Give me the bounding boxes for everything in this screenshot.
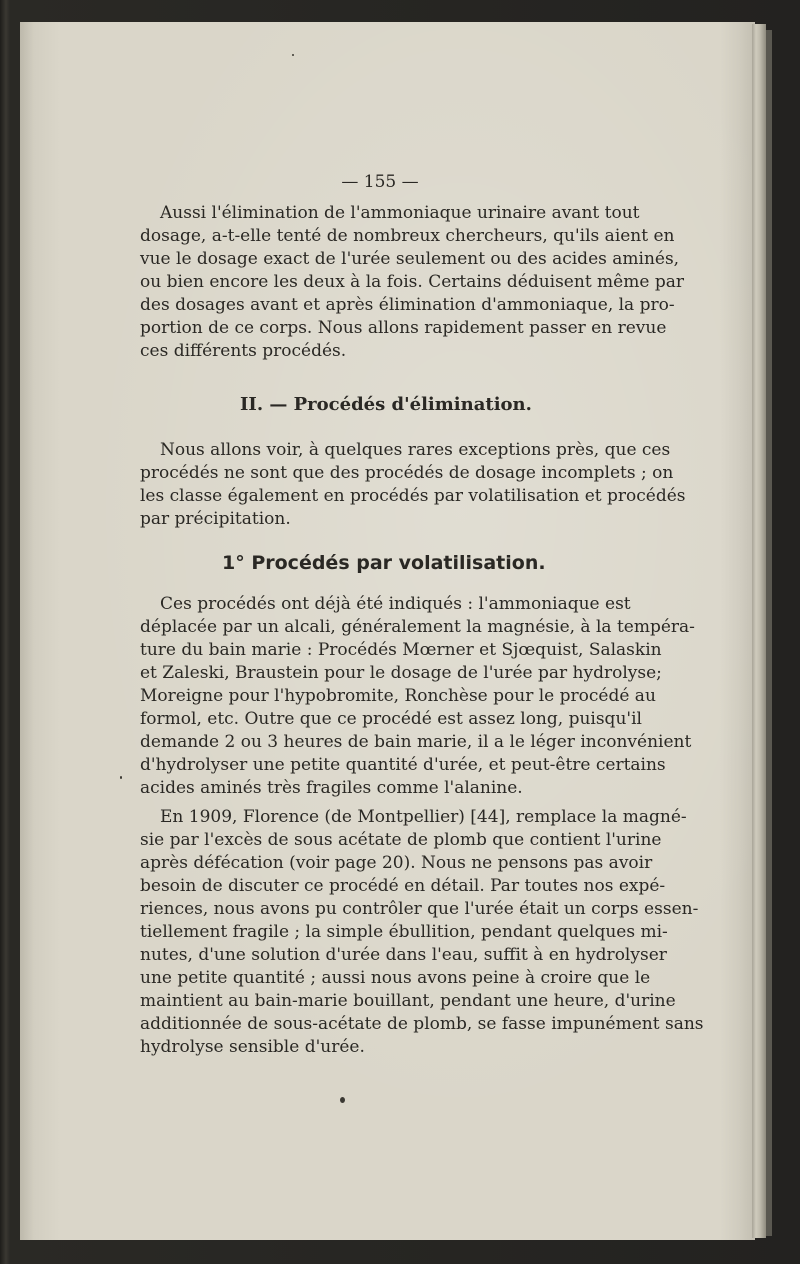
paragraph-3-line: et Zaleski, Braustein pour le dosage de l'urée par hydrolyse; xyxy=(140,663,662,683)
paragraph-4-line: maintient au bain-marie bouillant, pendant une heure, d'urine xyxy=(140,991,676,1011)
paragraph-4-line: riences, nous avons pu contrôler que l'urée était un corps essen- xyxy=(140,899,699,919)
paper-speck xyxy=(292,54,294,56)
page-number: — 155 — xyxy=(341,172,419,192)
paragraph-3-line: formol, etc. Outre que ce procédé est assez long, puisqu'il xyxy=(140,709,642,729)
paragraph-4-line: hydrolyse sensible d'urée. xyxy=(140,1037,365,1057)
page-edge xyxy=(752,24,766,1238)
paragraph-1-line: ou bien encore les deux à la fois. Certains déduisent même par xyxy=(140,272,684,292)
paragraph-3-line: acides aminés très fragiles comme l'alanine. xyxy=(140,778,523,798)
subsection-heading: 1° Procédés par volatilisation. xyxy=(222,552,546,574)
paragraph-3-line: Moreigne pour l'hypobromite, Ronchèse pour le procédé au xyxy=(140,686,656,706)
paragraph-3-line: ture du bain marie : Procédés Mœrner et Sjœquist, Salaskin xyxy=(140,640,662,660)
paragraph-2-line: procédés ne sont que des procédés de dosage incomplets ; on xyxy=(140,463,674,483)
paper-speck xyxy=(120,776,122,779)
paragraph-3-line: Ces procédés ont déjà été indiqués : l'ammoniaque est xyxy=(160,594,631,614)
paragraph-1-line: des dosages avant et après élimination d'ammoniaque, la pro- xyxy=(140,295,675,315)
paragraph-4-line: sie par l'excès de sous acétate de plomb que contient l'urine xyxy=(140,830,662,850)
paragraph-1-line: dosage, a-t-elle tenté de nombreux chercheurs, qu'ils aient en xyxy=(140,226,675,246)
paragraph-2-line: par précipitation. xyxy=(140,509,291,529)
paragraph-1-line: portion de ce corps. Nous allons rapidement passer en revue xyxy=(140,318,667,338)
section-heading: II. — Procédés d'élimination. xyxy=(240,394,532,415)
paragraph-4-line: nutes, d'une solution d'urée dans l'eau, suffit à en hydrolyser xyxy=(140,945,667,965)
paragraph-3-line: d'hydrolyser une petite quantité d'urée, et peut-être certains xyxy=(140,755,666,775)
book-binding-edge xyxy=(766,30,772,1236)
paragraph-3-line: déplacée par un alcali, généralement la magnésie, à la tempéra- xyxy=(140,617,695,637)
paragraph-1-line: ces différents procédés. xyxy=(140,341,347,361)
paper-speck xyxy=(340,1097,345,1103)
paragraph-1-line: vue le dosage exact de l'urée seulement ou des acides aminés, xyxy=(140,249,680,269)
paragraph-4-line: une petite quantité ; aussi nous avons peine à croire que le xyxy=(140,968,651,988)
paragraph-4-line: En 1909, Florence (de Montpellier) [44], remplace la magné- xyxy=(160,807,687,827)
paragraph-4-line: tiellement fragile ; la simple ébullition, pendant quelques mi- xyxy=(140,922,668,942)
paragraph-3-line: demande 2 ou 3 heures de bain marie, il a le léger inconvénient xyxy=(140,732,692,752)
paragraph-4-line: après défécation (voir page 20). Nous ne pensons pas avoir xyxy=(140,853,653,873)
paragraph-1-line: Aussi l'élimination de l'ammoniaque urinaire avant tout xyxy=(160,203,640,223)
paragraph-4-line: additionnée de sous-acétate de plomb, se fasse impunément sans xyxy=(140,1014,704,1034)
paragraph-4-line: besoin de discuter ce procédé en détail. Par toutes nos expé- xyxy=(140,876,666,896)
paragraph-2-line: les classe également en procédés par volatilisation et procédés xyxy=(140,486,686,506)
paragraph-2-line: Nous allons voir, à quelques rares exceptions près, que ces xyxy=(160,440,671,460)
